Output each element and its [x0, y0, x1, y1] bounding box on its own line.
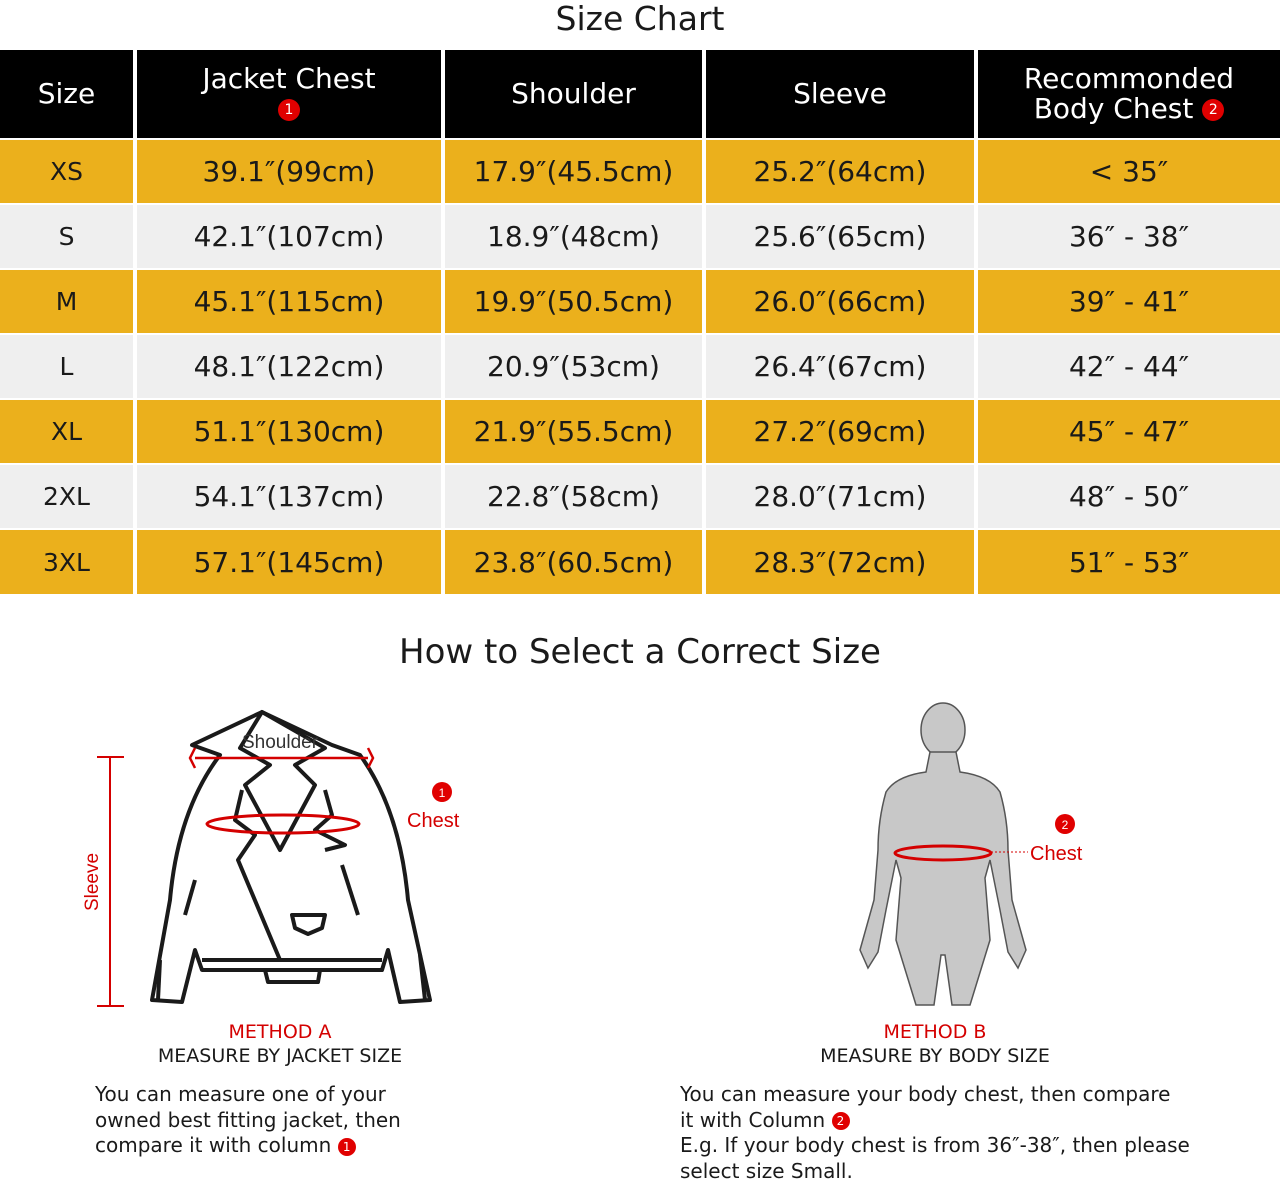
method-a-badge: 1 — [338, 1138, 356, 1156]
table-row: 2XL 54.1″(137cm) 22.8″(58cm) 28.0″(71cm) 48″ - 50″ — [0, 464, 1280, 529]
column-1-badge: 1 — [278, 99, 300, 121]
howto-title: How to Select a Correct Size — [399, 632, 881, 672]
header-recommended-body-chest: Recommonded Body Chest 2 — [976, 50, 1280, 139]
chest-measure-ellipse — [207, 815, 359, 833]
jacket-diagram — [70, 700, 490, 1015]
table-row: M 45.1″(115cm) 19.9″(50.5cm) 26.0″(66cm) 39″ - 41″ — [0, 269, 1280, 334]
method-a-label: METHOD A — [228, 1021, 332, 1043]
table-row: S 42.1″(107cm) 18.9″(48cm) 25.6″(65cm) 36″ - 38″ — [0, 204, 1280, 269]
method-b-label: METHOD B — [883, 1021, 987, 1043]
table-row: L 48.1″(122cm) 20.9″(53cm) 26.4″(67cm) 42″ - 44″ — [0, 334, 1280, 399]
body-diagram — [830, 700, 1130, 1010]
shoulder-label: Shoulder — [241, 732, 319, 753]
header-shoulder: Shoulder — [443, 50, 704, 139]
method-a-heading — [80, 1020, 480, 1068]
sleeve-label: Sleeve — [82, 852, 103, 912]
body-chest-label: Chest — [1030, 843, 1083, 865]
jacket-outline-icon — [152, 712, 430, 1002]
method-b-subtitle: MEASURE BY BODY SIZE — [820, 1045, 1050, 1067]
header-sleeve: Sleeve — [704, 50, 976, 139]
size-chart-table — [0, 50, 1280, 594]
table-header-row — [0, 50, 1280, 139]
method-a-description: You can measure one of your owned best fitting jacket, then compare it with column 1 — [95, 1082, 401, 1157]
header-size: Size — [0, 50, 135, 139]
body-badge-number: 2 — [1061, 818, 1069, 832]
method-a-subtitle: MEASURE BY JACKET SIZE — [157, 1045, 403, 1067]
table-row: 3XL 57.1″(145cm) 23.8″(60.5cm) 28.3″(72cm) 51″ - 53″ — [0, 529, 1280, 594]
table-row: XL 51.1″(130cm) 21.9″(55.5cm) 27.2″(69cm) 45″ - 47″ — [0, 399, 1280, 464]
header-jacket-chest: Jacket Chest 1 — [135, 50, 443, 139]
column-2-badge: 2 — [1202, 99, 1224, 121]
method-b-badge: 2 — [832, 1112, 850, 1130]
table-row: XS 39.1″(99cm) 17.9″(45.5cm) 25.2″(64cm) < 35″ — [0, 139, 1280, 204]
method-b-heading — [735, 1020, 1135, 1068]
human-body-icon — [860, 703, 1026, 1005]
method-b-description: You can measure your body chest, then compare it with Column 2 E.g. If your body chest is from 36″-38″, then please select size Small. — [680, 1082, 1190, 1182]
chest-badge-number: 1 — [438, 786, 446, 800]
page-title: Size Chart — [555, 0, 725, 38]
chest-label: Chest — [407, 810, 460, 832]
